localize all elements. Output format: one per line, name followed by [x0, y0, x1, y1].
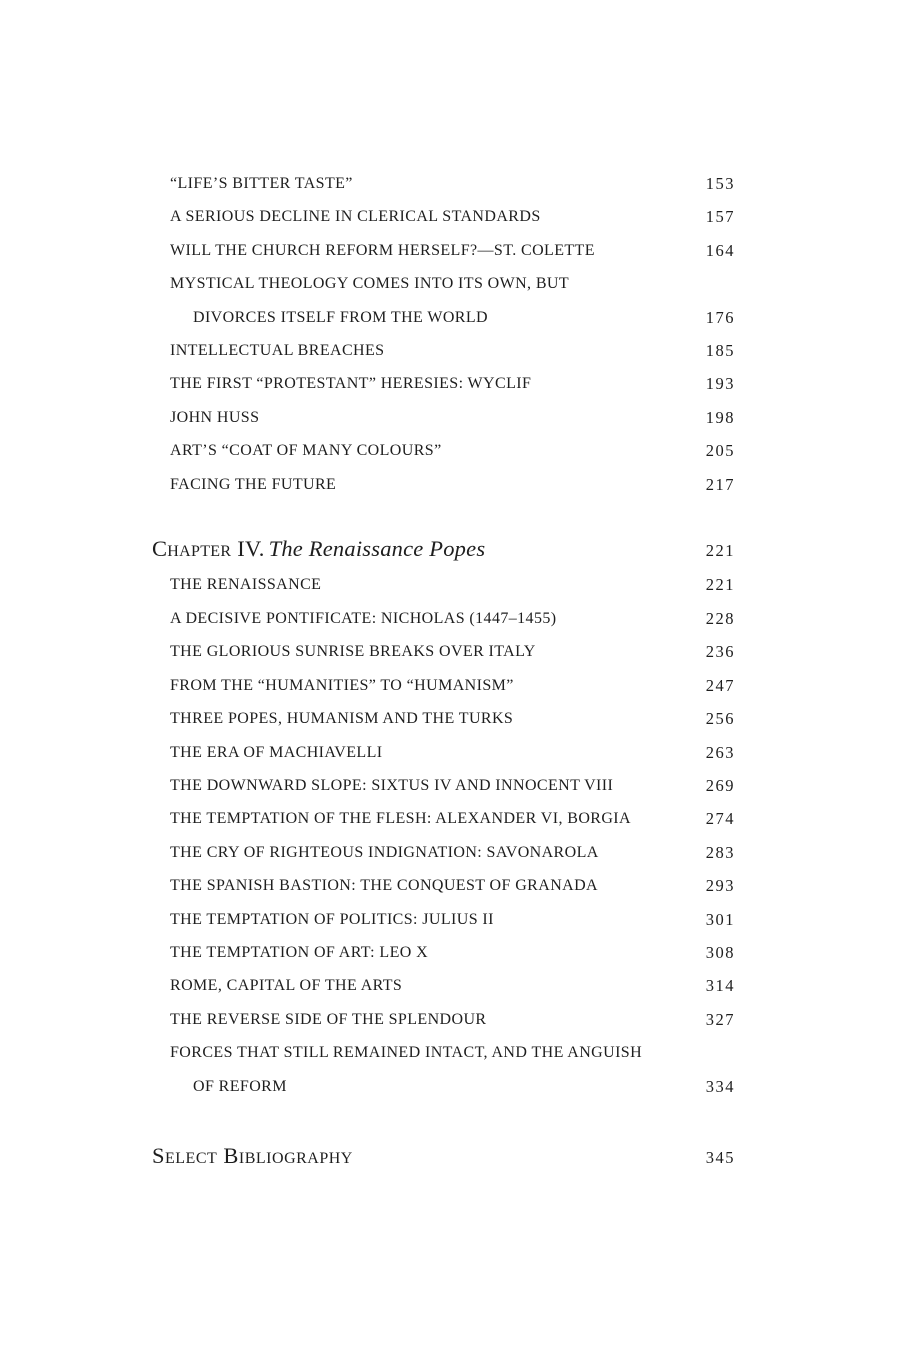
section-heading-label: Select Bibliography [152, 1142, 353, 1168]
toc-entry [152, 869, 735, 902]
entry-label [152, 434, 442, 467]
toc-entry [152, 367, 735, 400]
entry-page-number: 274 [705, 809, 735, 829]
entry-line: DIVORCES ITSELF FROM THE WORLD [193, 308, 488, 326]
toc-entry [152, 568, 735, 601]
toc-entry [152, 401, 735, 434]
entry-page-number: 221 [705, 575, 735, 595]
entry-page-number: 293 [705, 876, 735, 896]
entry-label [152, 1036, 642, 1103]
entry-line: THE SPANISH BASTION: THE CONQUEST OF GRANADA [170, 877, 599, 895]
entry-line: ART’S “COAT OF MANY COLOURS” [170, 442, 442, 460]
entry-line: A SERIOUS DECLINE IN CLERICAL STANDARDS [170, 208, 541, 226]
entry-label [152, 669, 514, 702]
toc-entry [152, 468, 735, 501]
entry-page-number: 314 [705, 976, 735, 996]
entry-label [152, 401, 259, 434]
entry-label [152, 702, 513, 735]
entry-line: FACING THE FUTURE [170, 475, 337, 493]
toc-entry [152, 635, 735, 668]
entry-line: THE TEMPTATION OF THE FLESH: ALEXANDER VI, BORGIA [170, 810, 631, 828]
entry-label [152, 635, 536, 668]
toc-entry [152, 802, 735, 835]
entry-line: MYSTICAL THEOLOGY COMES INTO ITS OWN, BUT [170, 275, 570, 293]
toc-entry [152, 167, 735, 200]
entry-label [152, 167, 353, 200]
entry-line: THE GLORIOUS SUNRISE BREAKS OVER ITALY [170, 643, 536, 661]
entry-page-number: 185 [705, 341, 735, 361]
toc-entry [152, 969, 735, 1002]
entry-label [152, 969, 402, 1002]
entry-page-number: 205 [705, 441, 735, 461]
entry-page-number: 334 [705, 1076, 735, 1096]
entry-line: INTELLECTUAL BREACHES [170, 342, 385, 360]
toc-entry-list [152, 167, 735, 501]
entry-line: THE FIRST “PROTESTANT” HERESIES: WYCLIF [170, 375, 532, 393]
entry-line: THE TEMPTATION OF POLITICS: JULIUS II [170, 910, 494, 928]
chapter-title: The Renaissance Popes [268, 536, 486, 562]
entry-page-number: 157 [705, 207, 735, 227]
toc-entry [152, 267, 735, 334]
toc-entry [152, 936, 735, 969]
chapter-label: Chapter IV. [152, 536, 265, 562]
toc-entry [152, 200, 735, 233]
entry-page-number: 198 [705, 407, 735, 427]
entry-page-number: 228 [705, 608, 735, 628]
entry-line: FORCES THAT STILL REMAINED INTACT, AND THE ANGUISH [170, 1044, 643, 1062]
entry-label [152, 334, 384, 367]
entry-label [152, 836, 599, 869]
entry-page-number: 308 [705, 942, 735, 962]
table-of-contents [152, 167, 735, 1175]
entry-label [152, 367, 531, 400]
entry-page-number: 247 [705, 675, 735, 695]
entry-line: THE DOWNWARD SLOPE: SIXTUS IV AND INNOCENT VIII [170, 776, 614, 794]
entry-line: THE REVERSE SIDE OF THE SPLENDOUR [170, 1010, 487, 1028]
entry-line: A DECISIVE PONTIFICATE: NICHOLAS (1447–1455) [170, 609, 557, 627]
entry-line: ROME, CAPITAL OF THE ARTS [170, 977, 403, 995]
entry-page-number: 269 [705, 775, 735, 795]
toc-entry [152, 234, 735, 267]
entry-label [152, 602, 556, 635]
entry-line: THE CRY OF RIGHTEOUS INDIGNATION: SAVONAROLA [170, 843, 599, 861]
entry-page-number: 193 [705, 374, 735, 394]
entry-line: THE TEMPTATION OF ART: LEO X [170, 943, 429, 961]
entry-line: FROM THE “HUMANITIES” TO “HUMANISM” [170, 676, 514, 694]
entry-label [152, 869, 598, 902]
toc-entry [152, 736, 735, 769]
entry-page-number: 164 [705, 240, 735, 260]
entry-page-number: 301 [705, 909, 735, 929]
toc-entry [152, 434, 735, 467]
chapter-heading [152, 532, 485, 568]
toc-entry [152, 769, 735, 802]
toc-entry [152, 669, 735, 702]
entry-line: OF REFORM [193, 1077, 287, 1095]
entry-label [152, 903, 494, 936]
entry-line: WILL THE CHURCH REFORM HERSELF?—ST. COLETTE [170, 241, 595, 259]
entry-label [152, 736, 383, 769]
entry-label [152, 468, 336, 501]
toc-entry [152, 1003, 735, 1036]
entry-label [152, 1003, 486, 1036]
chapter-page-number: 221 [705, 541, 735, 561]
toc-entry-list [152, 568, 735, 1103]
entry-page-number: 283 [705, 842, 735, 862]
toc-entry [152, 836, 735, 869]
toc-entry [152, 903, 735, 936]
entry-page-number: 217 [705, 474, 735, 494]
toc-entry [152, 1036, 735, 1103]
section-page-number: 345 [705, 1147, 735, 1167]
section-heading [152, 1139, 353, 1175]
entry-label [152, 234, 595, 267]
entry-page-number: 256 [705, 709, 735, 729]
entry-label [152, 769, 613, 802]
entry-line: “LIFE’S BITTER TASTE” [170, 175, 353, 192]
chapter-heading-row [152, 532, 735, 568]
entry-label [152, 267, 569, 334]
toc-entry [152, 702, 735, 735]
entry-line: THE ERA OF MACHIAVELLI [170, 743, 383, 761]
entry-label [152, 802, 631, 835]
entry-line: THREE POPES, HUMANISM AND THE TURKS [170, 710, 514, 728]
entry-page-number: 236 [705, 642, 735, 662]
toc-entry [152, 334, 735, 367]
entry-page-number: 176 [705, 307, 735, 327]
entry-label [152, 568, 321, 601]
entry-label [152, 200, 541, 233]
section-heading-row [152, 1139, 735, 1175]
toc-entry [152, 602, 735, 635]
entry-line: THE RENAISSANCE [170, 576, 322, 594]
entry-page-number: 327 [705, 1009, 735, 1029]
entry-line: JOHN HUSS [170, 408, 260, 426]
entry-page-number: 153 [705, 174, 735, 193]
entry-page-number: 263 [705, 742, 735, 762]
entry-label [152, 936, 428, 969]
